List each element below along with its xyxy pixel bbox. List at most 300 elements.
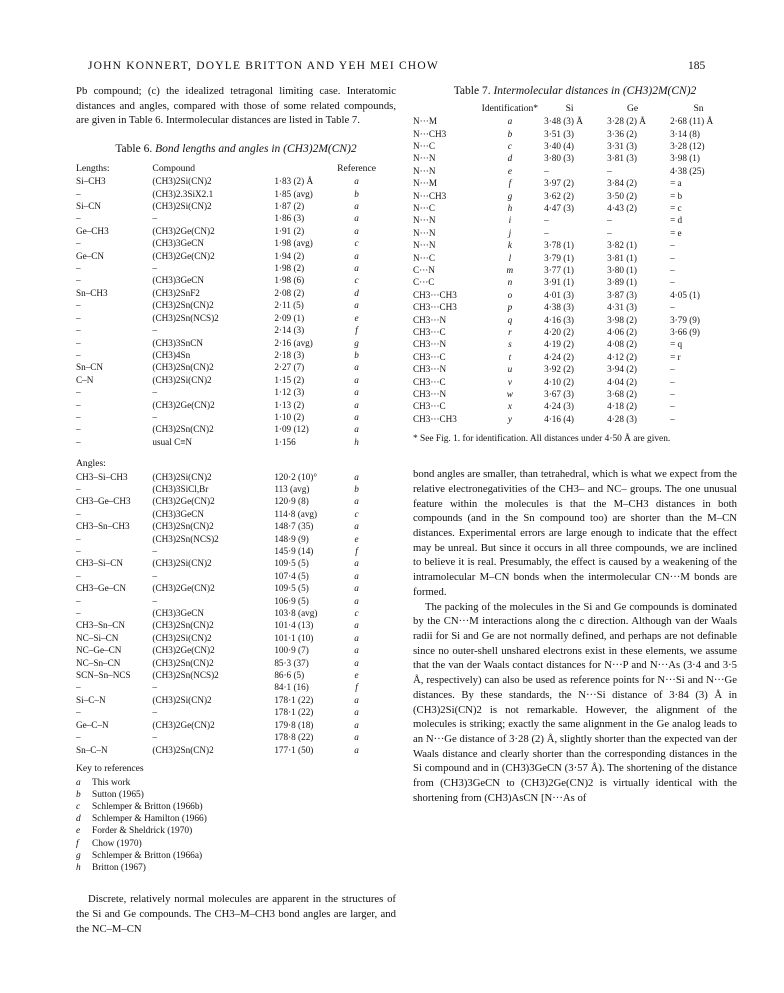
table6-reference: a	[354, 213, 359, 224]
table6-reference: a	[354, 732, 359, 743]
table7-sn: –	[670, 413, 675, 424]
table6-row	[76, 175, 376, 187]
table7-sn: 4·38 (25)	[670, 165, 705, 176]
key-source: Sutton (1965)	[92, 789, 144, 800]
table6-row	[76, 694, 376, 706]
table7-row	[413, 338, 733, 350]
table6-value: 84·1 (16)	[274, 682, 309, 693]
table7-row	[413, 152, 733, 164]
table6-reference: a	[354, 250, 359, 261]
table6-value: 1·98 (2)	[274, 263, 305, 274]
table7-row	[413, 264, 733, 276]
table7-ident: x	[507, 401, 512, 412]
table6-reference: a	[354, 496, 359, 507]
table6-value: 1·10 (2)	[274, 411, 305, 422]
table6-bond: –	[76, 349, 81, 360]
key-letter: c	[76, 802, 81, 813]
table7-sn: –	[670, 389, 675, 400]
table7-ge: 4·18 (2)	[607, 401, 637, 412]
table6-reference: a	[354, 521, 359, 532]
table7-ge: 3·89 (1)	[607, 277, 637, 288]
table7-ident: i	[508, 215, 512, 226]
table7-head-sn: Sn	[693, 102, 704, 114]
table7-contact: CH3···CH3	[413, 413, 457, 424]
table7-ident: r	[508, 327, 512, 338]
table7-si: 3·67 (3)	[544, 389, 574, 400]
table6-row	[76, 731, 376, 743]
table6-bond: CH3–Si–CN	[76, 558, 123, 569]
table6-reference: a	[354, 201, 359, 212]
table6-value: 100·9 (7)	[274, 645, 309, 656]
table7-row	[413, 190, 733, 202]
table7-sn: 4·05 (1)	[670, 289, 700, 300]
table6-row	[76, 471, 376, 483]
table6-bond: Ge–CN	[76, 250, 105, 261]
table6-compound: (CH3)2Sn(CN)2	[152, 521, 214, 532]
table7-sn: 3·14 (8)	[670, 128, 700, 139]
table7-contact: N···N	[413, 153, 436, 164]
table6-bond: –	[76, 238, 81, 249]
table6-row	[76, 299, 376, 311]
table7-ident: w	[506, 389, 513, 400]
table7-caption-title: Intermolecular distances in (CH3)2M(CN)2	[493, 85, 697, 97]
table6-reference: a	[354, 620, 359, 631]
table6-row	[76, 374, 376, 386]
table6-value: 1·91 (2)	[274, 225, 305, 236]
table7-contact: N···C	[413, 140, 435, 151]
key-entry	[76, 777, 396, 789]
table6-compound: (CH3)2.3SiX2.1	[152, 188, 214, 199]
table7-ident: c	[507, 140, 512, 151]
table6-reference: a	[354, 387, 359, 398]
table6-bond: –	[76, 263, 81, 274]
table6-row	[76, 200, 376, 212]
table6-compound: (CH3)2Si(CN)2	[152, 694, 212, 705]
table6-bond: –	[76, 337, 81, 348]
table6-reference: a	[354, 744, 359, 755]
table6-bond: –	[76, 213, 81, 224]
table6-row	[76, 681, 376, 693]
table6-compound: –	[152, 732, 158, 743]
table6-bond: –	[76, 508, 81, 519]
table7-si: 4·24 (3)	[544, 401, 574, 412]
right-column	[413, 84, 737, 805]
table6-bond: –	[76, 411, 81, 422]
table7-contact: CH3···N	[413, 339, 447, 350]
table6-compound: (CH3)3SiCl,Br	[152, 483, 209, 494]
key-source: Schlemper & Britton (1966b)	[92, 802, 203, 813]
table6-row	[76, 644, 376, 656]
table6-value: 1·156	[274, 436, 296, 447]
table6-value: 106·9 (5)	[274, 595, 309, 606]
table7-ge: 3·50 (2)	[607, 190, 637, 201]
table7-ident: m	[506, 264, 514, 275]
table7-contact: CH3···C	[413, 327, 446, 338]
table6-compound: –	[152, 595, 158, 606]
table6-reference: a	[354, 411, 359, 422]
table6-compound: (CH3)2Ge(CN)2	[152, 399, 215, 410]
table7-si: 4·10 (2)	[544, 376, 574, 387]
table7-sn: –	[670, 264, 675, 275]
table6-compound: usual C≡N	[152, 436, 193, 447]
table6-row	[76, 349, 376, 361]
key-letter: d	[76, 814, 81, 825]
table6-compound: (CH3)2Ge(CN)2	[152, 719, 215, 730]
table7-row	[413, 400, 733, 412]
table6-row	[76, 399, 376, 411]
table6-bond: –	[76, 312, 81, 323]
table7-ge: 3·82 (1)	[607, 240, 637, 251]
table7-sn: –	[670, 302, 675, 313]
table7-si: 3·92 (2)	[544, 364, 574, 375]
table6-reference: e	[354, 670, 359, 681]
table6-row	[76, 312, 376, 324]
table6-bond: –	[76, 424, 81, 435]
table7-head-ge: Ge	[626, 102, 639, 114]
table6-bond: Si–C–N	[76, 694, 106, 705]
table7-ident: t	[508, 351, 512, 362]
table6-compound: (CH3)3GeCN	[152, 238, 204, 249]
table7-contact: N···C	[413, 202, 435, 213]
table6-bond: NC–Ge–CN	[76, 645, 122, 656]
table7-ident: b	[507, 128, 513, 139]
table6-row	[76, 225, 376, 237]
table7-row	[413, 276, 733, 288]
left-column	[76, 84, 396, 936]
table6-row	[76, 287, 376, 299]
table6-reference: b	[354, 188, 359, 199]
table6-bond: –	[76, 325, 81, 336]
table7-ge: 4·06 (2)	[607, 327, 637, 338]
table6-compound: (CH3)2Ge(CN)2	[152, 225, 215, 236]
table6-reference: a	[354, 300, 359, 311]
table6-bond: –	[76, 483, 81, 494]
key-source: Schlemper & Britton (1966a)	[92, 850, 203, 861]
table7-sn: 3·79 (9)	[670, 314, 700, 325]
table6-reference: a	[354, 362, 359, 373]
table7-ident: k	[507, 240, 512, 251]
table6-head-compound: Compound	[152, 162, 196, 174]
table6-reference: d	[354, 287, 359, 298]
table7-si: 4·20 (2)	[544, 327, 574, 338]
table7-sn: = e	[670, 227, 682, 238]
table7-contact: N···M	[413, 178, 437, 189]
table6-value: 113 (avg)	[274, 483, 310, 494]
table7-si: –	[544, 215, 549, 226]
table6-reference: a	[354, 176, 359, 187]
table6-value: 107·4 (5)	[274, 570, 309, 581]
table7-si: –	[544, 165, 549, 176]
table7-ident: f	[508, 178, 512, 189]
table7-ident: e	[507, 165, 512, 176]
table6-bond: Ge–CH3	[76, 225, 109, 236]
table6-compound: (CH3)2Sn(NCS)2	[152, 670, 219, 681]
table7-row	[413, 351, 733, 363]
table6-compound: –	[152, 546, 158, 556]
table6-row	[76, 411, 376, 423]
table6-row	[76, 545, 376, 557]
table6-bond: –	[76, 546, 81, 556]
table6-bond: C–N	[76, 374, 94, 385]
key-source: Forder & Sheldrick (1970)	[92, 826, 193, 837]
table7-ge: 4·12 (2)	[607, 351, 637, 362]
table6-row	[76, 483, 376, 495]
table7-ge: 3·28 (2) Å	[607, 116, 646, 127]
table6-compound: (CH3)2Sn(CN)2	[152, 657, 214, 668]
table6-reference: h	[354, 436, 359, 447]
table7-sn: = b	[670, 190, 683, 201]
table7-sn: –	[670, 401, 675, 412]
table6-value: 2·14 (3)	[274, 325, 305, 336]
table6-value: 2·08 (2)	[274, 287, 305, 298]
table6-value: 1·86 (3)	[274, 213, 305, 224]
table6-reference: c	[354, 275, 359, 286]
table6-row	[76, 669, 376, 681]
table6-compound: –	[152, 263, 158, 274]
table6-value: 1·15 (2)	[274, 374, 305, 385]
table6-value: 1·94 (2)	[274, 250, 305, 261]
key-letter: f	[76, 838, 79, 849]
table7-sn: 3·66 (9)	[670, 327, 700, 338]
table6-value: 178·1 (22)	[274, 694, 314, 705]
table6-row	[76, 386, 376, 398]
table6-compound: (CH3)2Si(CN)2	[152, 471, 212, 482]
table7-ident: u	[507, 364, 513, 375]
table6-reference: a	[354, 558, 359, 569]
table6-reference: a	[354, 374, 359, 385]
table7-ident: y	[507, 413, 512, 424]
table6-row	[76, 570, 376, 582]
table6-value: 145·9 (14)	[274, 546, 314, 556]
table6-reference: b	[354, 349, 359, 360]
table6-value: 2·09 (1)	[274, 312, 305, 323]
table6-bond: Sn–CH3	[76, 287, 108, 298]
table7-sn: –	[670, 376, 675, 387]
table6-row	[76, 533, 376, 545]
table6-reference: a	[354, 694, 359, 705]
table6-bond: CH3–Si–CH3	[76, 471, 128, 482]
table7-si: 3·77 (1)	[544, 264, 574, 275]
table6-compound: (CH3)2Ge(CN)2	[152, 645, 215, 656]
table7-row	[413, 252, 733, 264]
key-entry	[76, 825, 396, 837]
table6-value: 1·13 (2)	[274, 399, 305, 410]
page-number: 185	[688, 60, 706, 72]
table6-value: 179·8 (18)	[274, 719, 314, 730]
table6-compound: (CH3)2Si(CN)2	[152, 374, 212, 385]
table6-row	[76, 237, 376, 249]
table6-row	[76, 262, 376, 274]
table6-bond: –	[76, 707, 81, 718]
table7-footnote: * See Fig. 1. for identification. All distances under 4·50 Å are given.	[413, 434, 671, 445]
table6-compound: (CH3)2Ge(CN)2	[152, 250, 215, 261]
table7-ge: 3·80 (1)	[607, 264, 637, 275]
table7-ident: s	[508, 339, 512, 350]
table7-sn: –	[670, 364, 675, 375]
table6-bond: Sn–CN	[76, 362, 104, 373]
table6-bond: NC–Si–CN	[76, 632, 119, 643]
table6-caption: Table 6. Bond lengths and angles in (CH3)2M(CN)2	[115, 143, 357, 156]
table7-si: 4·16 (4)	[544, 413, 574, 424]
table7-sn: = c	[670, 202, 682, 213]
table7-contact: C···C	[413, 277, 435, 288]
table7-row	[413, 289, 733, 301]
table6-value: 103·8 (avg)	[274, 608, 318, 619]
table7-si: 4·16 (3)	[544, 314, 574, 325]
table6-reference: a	[354, 399, 359, 410]
table7-row	[413, 388, 733, 400]
table6-row	[76, 337, 376, 349]
right-paragraph-1: bond angles are smaller, than tetrahedral, which is what we expect from the relative electronegativities of the CH3– and NC– groups. The one unusual feature within the molecules is that the M–CH3 distances in both compounds (and in the Sn compound too) are shorter than the M–CN distances. Experimental errors are large enough to indicate that the effect may be unreal. But since it occurs in all three compounds, we are inclined to believe it is real. Presumably, the effect is caused by a weakening of the intramolecular M–CN bonds when the intermolecular CN···M bonds are formed.	[413, 468, 737, 598]
table6-compound: (CH3)2Sn(CN)2	[152, 362, 214, 373]
table7-si: 3·78 (1)	[544, 240, 574, 251]
table7-ge: 3·31 (3)	[607, 140, 637, 151]
table7-ge: 3·84 (2)	[607, 178, 637, 189]
table6-compound: (CH3)2SnF2	[152, 287, 200, 298]
table6-compound: (CH3)2Sn(CN)2	[152, 300, 214, 311]
table7-ge: 3·68 (2)	[607, 389, 637, 400]
table7-sn: –	[670, 240, 675, 251]
table7-ge: –	[607, 215, 612, 226]
table7-row	[413, 214, 733, 226]
table6-compound: (CH3)4Sn	[152, 349, 191, 360]
table7-ident: p	[507, 302, 513, 313]
table7-contact: N···C	[413, 252, 435, 263]
table7-si: 4·47 (3)	[544, 202, 574, 213]
table6-row	[76, 361, 376, 373]
table6-value: 178·8 (22)	[274, 732, 314, 743]
table6-row	[76, 520, 376, 532]
table7-contact: CH3···N	[413, 314, 447, 325]
table7-row	[413, 128, 733, 140]
table6-row	[76, 607, 376, 619]
table7-sn: = d	[670, 215, 683, 226]
table6-row	[76, 423, 376, 435]
table7-ge: –	[607, 227, 612, 238]
table7-ident: g	[507, 190, 513, 201]
key-entry	[76, 789, 396, 801]
table6-row	[76, 744, 376, 756]
table6-row	[76, 274, 376, 286]
table6-bond: CH3–Ge–CH3	[76, 496, 131, 507]
table6-value: 109·5 (5)	[274, 583, 309, 594]
table6-value: 1·09 (12)	[274, 424, 309, 435]
table7-si: 3·97 (2)	[544, 178, 574, 189]
table7-sn: = r	[670, 351, 681, 362]
table7-sn: 3·98 (1)	[670, 153, 700, 164]
table6-row	[76, 595, 376, 607]
table7-contact: N···CH3	[413, 128, 447, 139]
table6-compound: (CH3)2Sn(CN)2	[152, 744, 214, 755]
table6-bond: –	[76, 399, 81, 410]
table7-row	[413, 314, 733, 326]
key-letter: e	[76, 826, 81, 837]
table7-row	[413, 227, 733, 239]
table6-value: 1·98 (6)	[274, 275, 305, 286]
key-source: Schlemper & Hamilton (1966)	[92, 814, 207, 825]
key-letter: a	[76, 777, 81, 788]
table7-contact: CH3···C	[413, 401, 446, 412]
table6-value: 2·27 (7)	[274, 362, 305, 373]
table6-bond: Si–CN	[76, 201, 102, 212]
table6-compound: –	[152, 707, 158, 718]
table6-reference: e	[354, 533, 359, 544]
table6-row	[76, 324, 376, 336]
table7-row	[413, 413, 733, 425]
table7-row	[413, 177, 733, 189]
table6-compound: (CH3)2Si(CN)2	[152, 558, 212, 569]
table7-head-ident: Identification*	[481, 102, 539, 114]
table6-compound: (CH3)2Si(CN)2	[152, 176, 212, 187]
table7-si: 3·48 (3) Å	[544, 116, 583, 127]
table7-row	[413, 363, 733, 375]
table6-compound: (CH3)2Si(CN)2	[152, 632, 212, 643]
table7-sn: –	[670, 252, 675, 263]
header-authors: JOHN KONNERT, DOYLE BRITTON AND YEH MEI CHOW	[88, 60, 439, 72]
table7-si: 3·79 (1)	[544, 252, 574, 263]
table6-row	[76, 582, 376, 594]
table7-row	[413, 301, 733, 313]
table7-si: 3·51 (3)	[544, 128, 574, 139]
table6-bond: –	[76, 436, 81, 447]
table6-bond: CH3–Ge–CN	[76, 583, 127, 594]
table6-bond: –	[76, 188, 81, 199]
table7-contact: CH3···CH3	[413, 289, 457, 300]
table7-row	[413, 140, 733, 152]
table6-caption-title: Bond lengths and angles in (CH3)2M(CN)2	[155, 143, 357, 156]
table6-row	[76, 657, 376, 669]
table6-reference: a	[354, 225, 359, 236]
table6-value: 101·1 (10)	[274, 632, 314, 643]
table7-ident: q	[507, 314, 513, 325]
key-letter: g	[76, 850, 81, 861]
table6-reference: c	[354, 508, 359, 519]
table6-reference: f	[355, 546, 358, 556]
table6-head-lengths: Lengths:	[76, 162, 110, 174]
table6-row	[76, 619, 376, 631]
intro-paragraph: Pb compound; (c) the idealized tetragonal limiting case. Interatomic distances and angles, compared with those of some related compounds, are given in Table 6. Intermolecular distances are listed in Table 7.	[76, 85, 396, 127]
table7-ident: v	[507, 376, 512, 387]
table6-value: 1·98 (avg)	[274, 238, 313, 249]
table6-bond: –	[76, 275, 81, 286]
table6-compound: (CH3)2Ge(CN)2	[152, 496, 215, 507]
table7-ge: 4·43 (2)	[607, 202, 637, 213]
table6-compound: (CH3)3GeCN	[152, 275, 204, 286]
key-source: Britton (1967)	[92, 863, 146, 874]
table7-ge: 4·31 (3)	[607, 302, 637, 313]
table6-bond: –	[76, 300, 81, 311]
table7-si: 4·19 (2)	[544, 339, 574, 350]
table7-row	[413, 376, 733, 388]
table6-bond: Ge–C–N	[76, 719, 109, 730]
table6-compound: (CH3)2Ge(CN)2	[152, 583, 215, 594]
table6-compound: –	[152, 682, 158, 693]
table6-compound: (CH3)3GeCN	[152, 508, 204, 519]
table7-ident: a	[507, 116, 513, 127]
table6-row	[76, 188, 376, 200]
table7-contact: CH3···C	[413, 351, 446, 362]
table7-ident: j	[508, 227, 512, 238]
table7-contact: N···M	[413, 116, 437, 127]
table7-ident: o	[507, 289, 513, 300]
table7-si: 4·01 (3)	[544, 289, 574, 300]
table7-row	[413, 115, 733, 127]
table6-row	[76, 632, 376, 644]
table7-ge: 3·81 (1)	[607, 252, 637, 263]
table6-compound: (CH3)2Sn(NCS)2	[152, 312, 219, 323]
key-entry	[76, 801, 396, 813]
table6-value: 86·6 (5)	[274, 670, 305, 681]
